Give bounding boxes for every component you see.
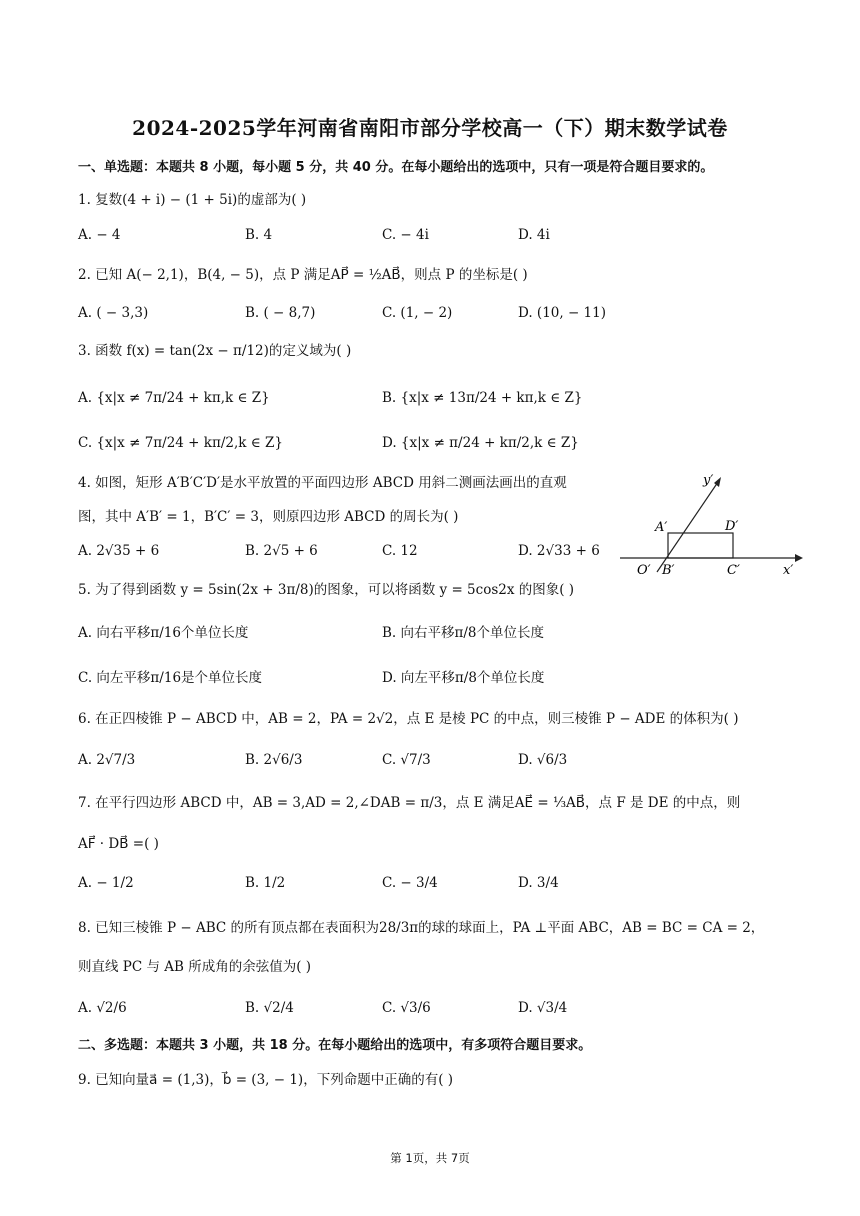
q6-option-b: B. 2√6/3 — [245, 752, 303, 768]
q4-option-d: D. 2√33 + 6 — [518, 543, 600, 559]
page-footer: 第 1页，共 7页 — [390, 1151, 470, 1165]
question-8-stem-line2: 则直线 PC 与 AB 所成角的余弦值为( ) — [78, 959, 312, 975]
q3-option-b: B. {x|x ≠ 13π/24 + kπ,k ∈ Z} — [382, 390, 583, 406]
x-axis-label: x′ — [783, 563, 794, 578]
q8-option-c: C. √3/6 — [382, 1000, 431, 1016]
q2-option-b: B. ( − 8,7) — [245, 305, 316, 321]
point-o-label: O′ — [637, 563, 651, 578]
q8-option-d: D. √3/4 — [518, 1000, 568, 1016]
q7-option-c: C. − 3/4 — [382, 875, 438, 891]
q5-option-d: D. 向左平移π/8个单位长度 — [382, 670, 545, 686]
q2-option-c: C. (1, − 2) — [382, 305, 453, 321]
section-single-choice-heading: 一、单选题：本题共 8 小题，每小题 5 分，共 40 分。在每小题给出的选项中，只有一项是符合题目要求的。 — [78, 160, 714, 175]
q8-option-a: A. √2/6 — [78, 1000, 127, 1016]
point-b-label: B′ — [662, 563, 675, 578]
question-4-stem-line2: 图，其中 A′B′ = 1，B′C′ = 3，则原四边形 ABCD 的周长为( ) — [78, 509, 459, 525]
q1-option-a: A. − 4 — [78, 227, 121, 243]
question-7-stem-line1: 7. 在平行四边形 ABCD 中，AB = 3,AD = 2,∠DAB = π/3，点 E 满足AE⃗ = ⅓AB⃗，点 F 是 DE 的中点，则 — [78, 795, 741, 811]
q4-option-c: C. 12 — [382, 543, 418, 559]
q4-option-b: B. 2√5 + 6 — [245, 543, 318, 559]
q1-option-c: C. − 4i — [382, 227, 429, 243]
question-7-stem-line2: AF⃗ · DB⃗ =( ) — [78, 836, 159, 852]
q5-option-b: B. 向右平移π/8个单位长度 — [382, 625, 545, 641]
x-axis-arrow — [795, 554, 803, 562]
q5-option-c: C. 向左平移π/16是个单位长度 — [78, 670, 263, 686]
question-4-stem-line1: 4. 如图，矩形 A′B′C′D′是水平放置的平面四边形 ABCD 用斜二测画法画出的直观 — [78, 475, 567, 491]
question-8-stem-line1: 8. 已知三棱锥 P − ABC 的所有顶点都在表面积为28/3π的球的球面上，PA ⊥平面 ABC，AB = BC = CA = 2， — [78, 920, 765, 936]
q4-option-a: A. 2√35 + 6 — [78, 543, 160, 559]
q6-option-c: C. √7/3 — [382, 752, 431, 768]
q3-option-d: D. {x|x ≠ π/24 + kπ/2,k ∈ Z} — [382, 435, 579, 451]
q3-option-a: A. {x|x ≠ 7π/24 + kπ,k ∈ Z} — [78, 390, 270, 406]
q2-option-d: D. (10, − 11) — [518, 305, 607, 321]
q1-option-d: D. 4i — [518, 227, 550, 243]
exam-title: 2024-2025学年河南省南阳市部分学校高一（下）期末数学试卷 — [132, 116, 728, 140]
question-3-stem: 3. 函数 f(x) = tan(2x − π/12)的定义域为( ) — [78, 343, 352, 359]
q7-option-a: A. − 1/2 — [78, 875, 134, 891]
q7-option-d: D. 3/4 — [518, 875, 559, 891]
q6-option-a: A. 2√7/3 — [78, 752, 136, 768]
rectangle-abcd — [668, 533, 733, 558]
question-5-stem: 5. 为了得到函数 y = 5sin(2x + 3π/8)的图象，可以将函数 y = 5cos2x 的图象( ) — [78, 582, 575, 598]
q7-option-b: B. 1/2 — [245, 875, 286, 891]
point-c-label: C′ — [727, 563, 740, 578]
question-9-stem: 9. 已知向量a⃗ = (1,3)，b⃗ = (3, − 1)，下列命题中正确的有( ) — [78, 1072, 454, 1088]
question-6-stem: 6. 在正四棱锥 P − ABCD 中，AB = 2，PA = 2√2，点 E 是棱 PC 的中点，则三棱锥 P − ADE 的体积为( ) — [78, 711, 739, 727]
point-a-label: A′ — [655, 520, 668, 535]
question-1-stem: 1. 复数(4 + i) − (1 + 5i)的虚部为( ) — [78, 192, 307, 208]
oblique-projection-figure — [615, 470, 805, 580]
section-multiple-choice-heading: 二、多选题：本题共 3 小题，共 18 分。在每小题给出的选项中，有多项符合题目要求。 — [78, 1038, 592, 1053]
q1-option-b: B. 4 — [245, 227, 273, 243]
q6-option-d: D. √6/3 — [518, 752, 568, 768]
point-d-label: D′ — [725, 519, 739, 534]
q8-option-b: B. √2/4 — [245, 1000, 294, 1016]
q5-option-a: A. 向右平移π/16个单位长度 — [78, 625, 249, 641]
q3-option-c: C. {x|x ≠ 7π/24 + kπ/2,k ∈ Z} — [78, 435, 283, 451]
question-2-stem: 2. 已知 A(− 2,1)，B(4, − 5)，点 P 满足AP⃗ = ½AB⃗，则点 P 的坐标是( ) — [78, 267, 528, 283]
y-axis-label: y′ — [703, 473, 714, 488]
q2-option-a: A. ( − 3,3) — [78, 305, 149, 321]
